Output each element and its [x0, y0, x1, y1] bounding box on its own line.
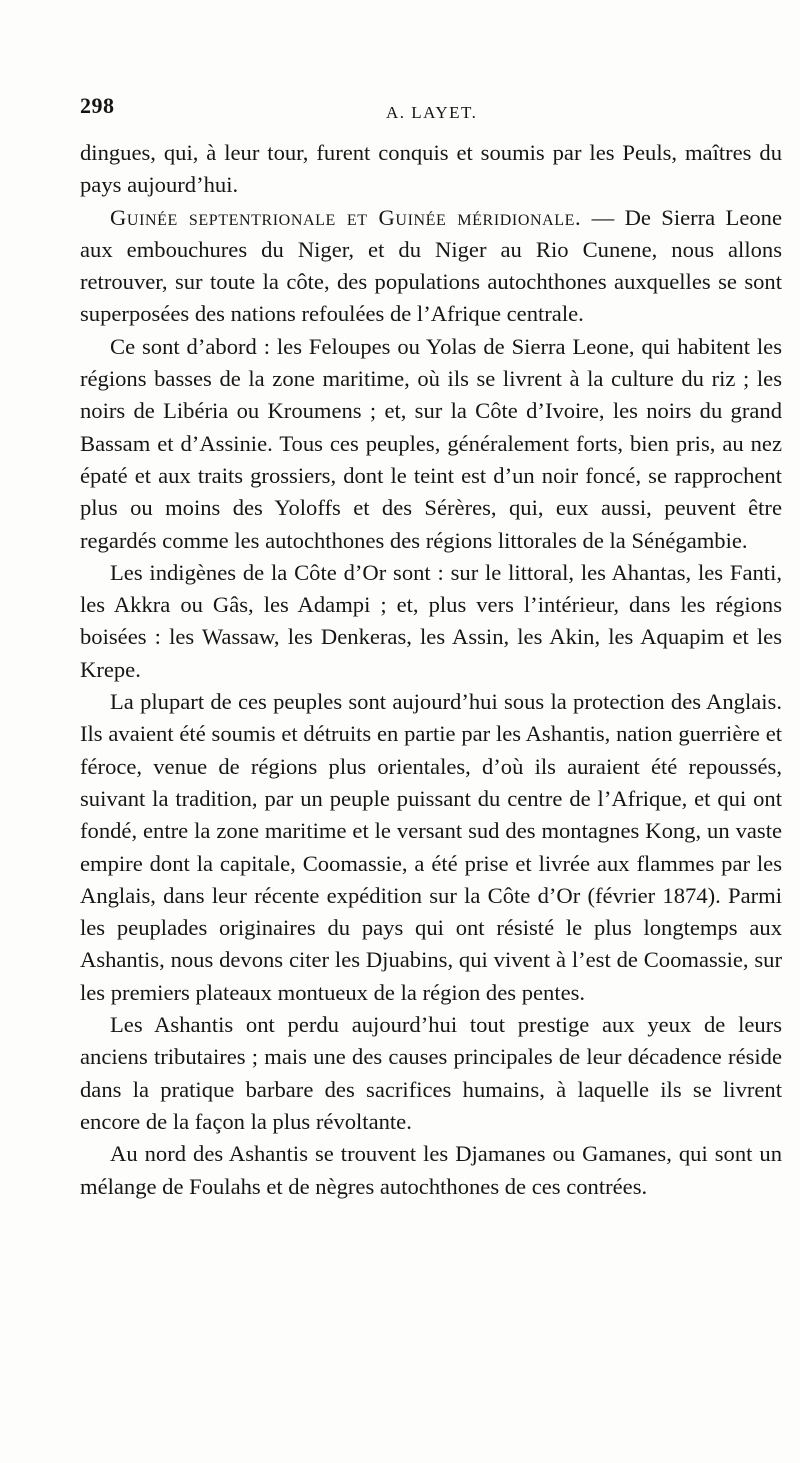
paragraph: [80, 1138, 782, 1203]
paragraph-guinea-section: [80, 202, 782, 331]
section-heading: Guinée septentrionale et Guinée méridionale.: [110, 204, 582, 230]
paragraph-text: Au nord des Ashantis se trouvent les Djamanes ou Gamanes, qui sont un mélange de Foulahs et de nègres autochthones de ces contrées.: [80, 1141, 782, 1199]
paragraph-text: dingues, qui, à leur tour, furent conquis et soumis par les Peuls, maîtres du pays aujourd’hui.: [80, 140, 782, 198]
paragraph: [80, 331, 782, 557]
paragraph-continuation: [80, 137, 782, 202]
page-header: [80, 93, 780, 133]
paragraph-text: Les indigènes de la Côte d’Or sont : sur le littoral, les Ahantas, les Fanti, les Akkra ou Gâs, les Adampi ; et, plus vers l’intérieur, dans les régions boisées : les Wassaw, les Denkeras, les Assin, les Akin, les Aquapim et les Krepe.: [80, 559, 782, 682]
paragraph-text: — De Sierra Leone aux embouchures du Niger, et du Niger au Rio Cunene, nous allons retrouver, sur toute la côte, des populations autochthones auxquelles se sont superposées des nations refoulées de l’Afrique centrale.: [80, 204, 783, 327]
running-head: A. LAYET.: [386, 103, 478, 122]
paragraph: [80, 686, 782, 1009]
paragraph-text: La plupart de ces peuples sont aujourd’hui sous la protection des Anglais. Ils avaient été soumis et détruits en partie par les Ashantis, nation guerrière et féroce, venue de régions plus orientales, d’où ils auraient été repoussés, suivant la tradition, par un peuple puissant du centre de l’Afrique, et qui ont fondé, entre la zone maritime et le versant sud des montagnes Kong, un vaste empire dont la capitale, Coomassie, a été prise et livrée aux flammes par les Anglais, dans leur récente expédition sur la Côte d’Or (février 1874). Parmi les peuplades originaires du pays qui ont résisté le plus longtemps aux Ashantis, nous devons citer les Djuabins, qui vivent à l’est de Coomassie, sur les premiers plateaux montueux de la région des pentes.: [80, 689, 782, 1005]
paragraph-text: Les Ashantis ont perdu aujourd’hui tout prestige aux yeux de leurs anciens tributaires ; mais une des causes principales de leur décadence réside dans la pratique barbare des sacrifices humains, à laquelle ils se livrent encore de la façon la plus révoltante.: [80, 1012, 782, 1134]
body-text: [80, 137, 782, 1203]
paragraph-text: Ce sont d’abord : les Feloupes ou Yolas de Sierra Leone, qui habitent les régions basses de la zone maritime, où ils se livrent à la culture du riz ; les noirs de Libéria ou Kroumens ; et, sur la Côte d’Ivoire, les noirs du grand Bassam et d’Assinie. Tous ces peuples, généralement forts, bien pris, au nez épaté et aux traits grossiers, dont le teint est d’un noir foncé, se rapprochent plus ou moins des Yoloffs et des Sérères, qui, eux aussi, peuvent être regardés comme les autochthones des régions littorales de la Sénégambie.: [80, 333, 782, 553]
page-number: 298: [80, 93, 115, 118]
paragraph: [80, 557, 782, 686]
paragraph: [80, 1009, 782, 1138]
